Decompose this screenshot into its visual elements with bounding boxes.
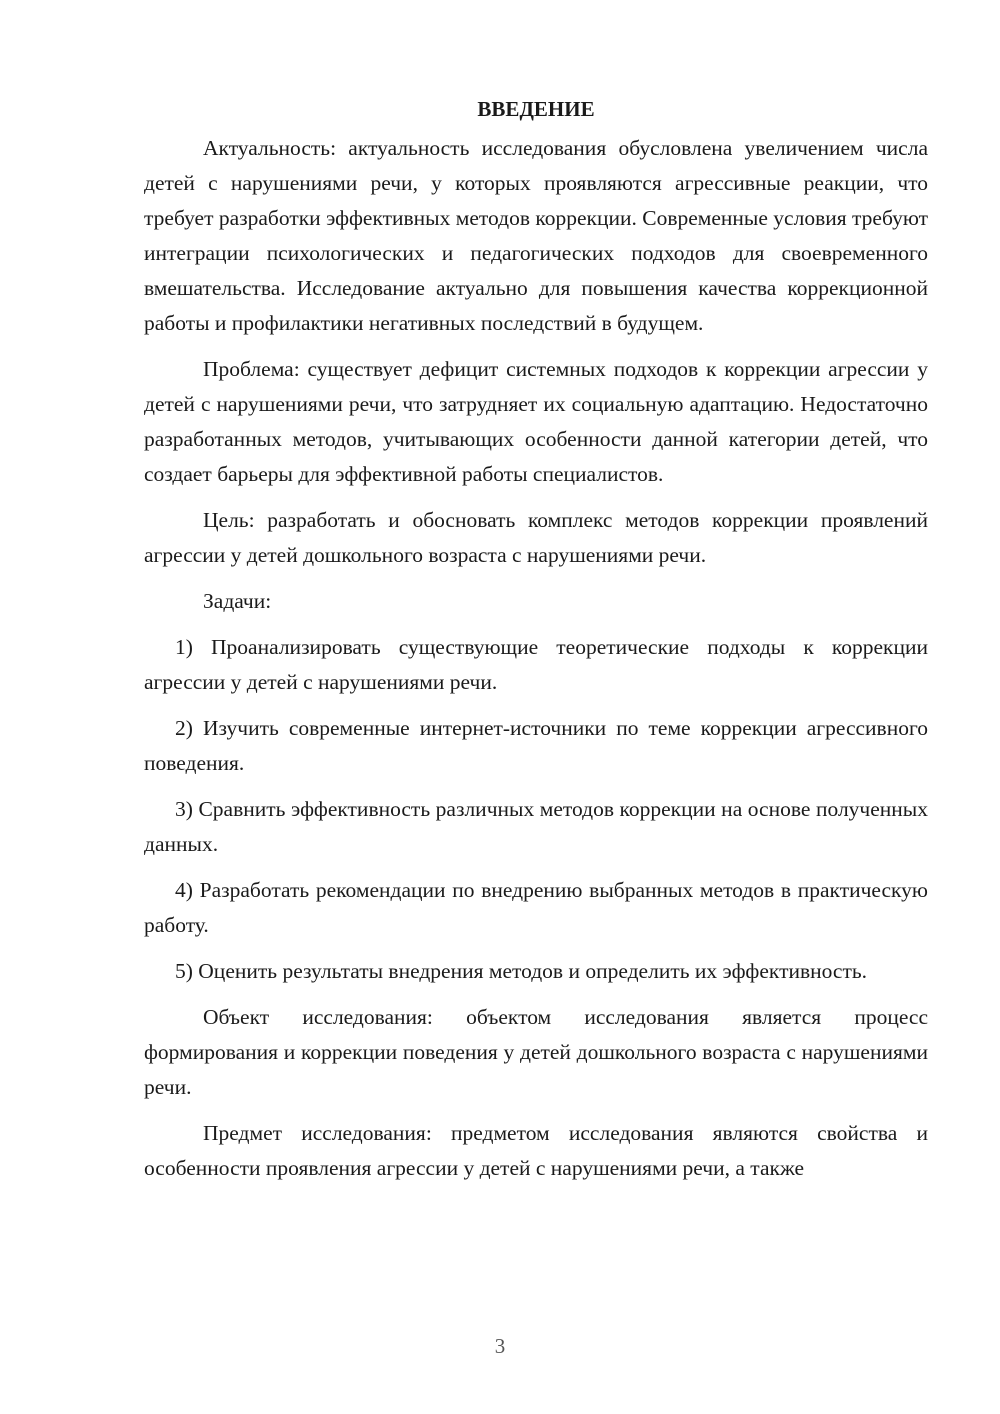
object-paragraph: Объект исследования: объектом исследования является процесс формирования и коррекции поведения у детей дошкольного возраста с нарушениями речи. xyxy=(144,1005,928,1099)
task-item: 1) Проанализировать существующие теоретические подходы к коррекции агрессии у детей с нарушениями речи. xyxy=(144,635,928,694)
section-title: ВВЕДЕНИЕ xyxy=(477,97,595,121)
task-item: 5) Оценить результаты внедрения методов и определить их эффективность. xyxy=(175,959,868,983)
subject-paragraph: Предмет исследования: предметом исследования являются свойства и особенности проявления агрессии у детей с нарушениями речи, а также xyxy=(144,1121,928,1180)
page-number: 3 xyxy=(494,1334,506,1358)
problem-paragraph: Проблема: существует дефицит системных подходов к коррекции агрессии у детей с нарушениями речи, что затрудняет их социальную адаптацию. Недостаточно разработанных методов, учитывающих особенности данной категории детей, что создает барьеры для эффективной работы специалистов. xyxy=(144,357,928,486)
relevance-paragraph: Актуальность: актуальность исследования обусловлена увеличением числа детей с нарушениями речи, у которых проявляются агрессивные реакции, что требует разработки эффективных методов коррекции. Современные условия требуют интеграции психологических и педагогических подходов для своевременного вмешательства. Исследование актуально для повышения качества коррекционной работы и профилактики негативных последствий в будущем. xyxy=(144,136,928,335)
task-item: 3) Сравнить эффективность различных методов коррекции на основе полученных данных. xyxy=(144,797,928,856)
document-body xyxy=(144,92,928,1197)
task-item: 4) Разработать рекомендации по внедрению выбранных методов в практическую работу. xyxy=(144,878,928,937)
goal-paragraph: Цель: разработать и обосновать комплекс методов коррекции проявлений агрессии у детей дошкольного возраста с нарушениями речи. xyxy=(144,508,928,567)
task-item: 2) Изучить современные интернет-источники по теме коррекции агрессивного поведения. xyxy=(144,716,928,775)
tasks-label: Задачи: xyxy=(203,589,272,613)
tasks-list xyxy=(144,630,928,989)
